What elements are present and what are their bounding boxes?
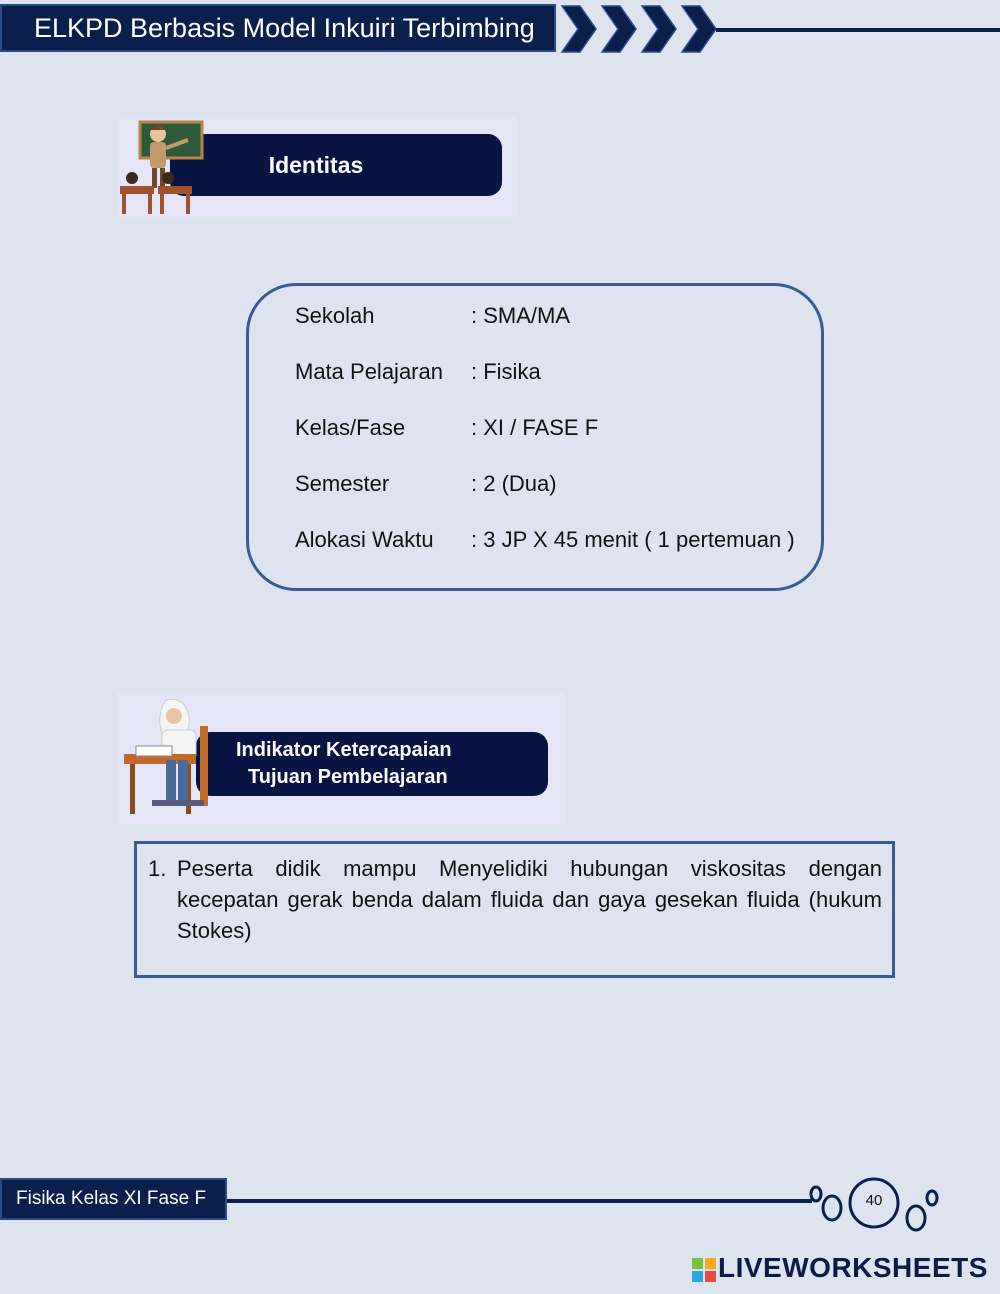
indicator-text: Peserta didik mampu Menyelidiki hubungan viskositas dengan kecepatan gerak benda dalam fluida dan gaya gesekan fluida (hukum Stokes): [177, 856, 882, 943]
header-rule: [716, 28, 1000, 32]
liveworksheets-logo-icon: [692, 1258, 716, 1282]
identity-label: Alokasi Waktu: [295, 527, 434, 552]
identity-value: : XI / FASE F: [471, 415, 599, 440]
chevron-decoration-icon: [558, 4, 718, 54]
identity-value: : Fisika: [471, 359, 541, 384]
identity-value: : 3 JP X 45 menit ( 1 pertemuan ): [471, 527, 795, 552]
identity-label: Mata Pelajaran: [295, 359, 443, 384]
page-number: 40: [865, 1192, 883, 1209]
indicator-banner-line1: Indikator Ketercapaian: [236, 739, 452, 761]
liveworksheets-watermark: LIVEWORKSHEETS: [718, 1252, 988, 1283]
indicator-banner: [196, 732, 548, 796]
student-writing-illustration-icon: [122, 696, 218, 820]
indicator-number: 1.: [148, 856, 167, 881]
footer-rule: [227, 1199, 812, 1203]
indicator-banner-line2: Tujuan Pembelajaran: [248, 766, 448, 788]
identity-value: : 2 (Dua): [471, 471, 557, 496]
identity-banner: [170, 134, 502, 196]
footer-label: Fisika Kelas XI Fase F: [0, 1178, 227, 1220]
identity-label: Semester: [295, 471, 390, 496]
identity-label: Sekolah: [295, 303, 375, 328]
identity-label: Kelas/Fase: [295, 415, 406, 440]
header-title: ELKPD Berbasis Model Inkuiri Terbimbing: [0, 4, 556, 52]
identity-value: : SMA/MA: [471, 303, 571, 328]
identity-banner-label: Identitas: [268, 151, 364, 178]
teacher-illustration-icon: [118, 120, 208, 216]
